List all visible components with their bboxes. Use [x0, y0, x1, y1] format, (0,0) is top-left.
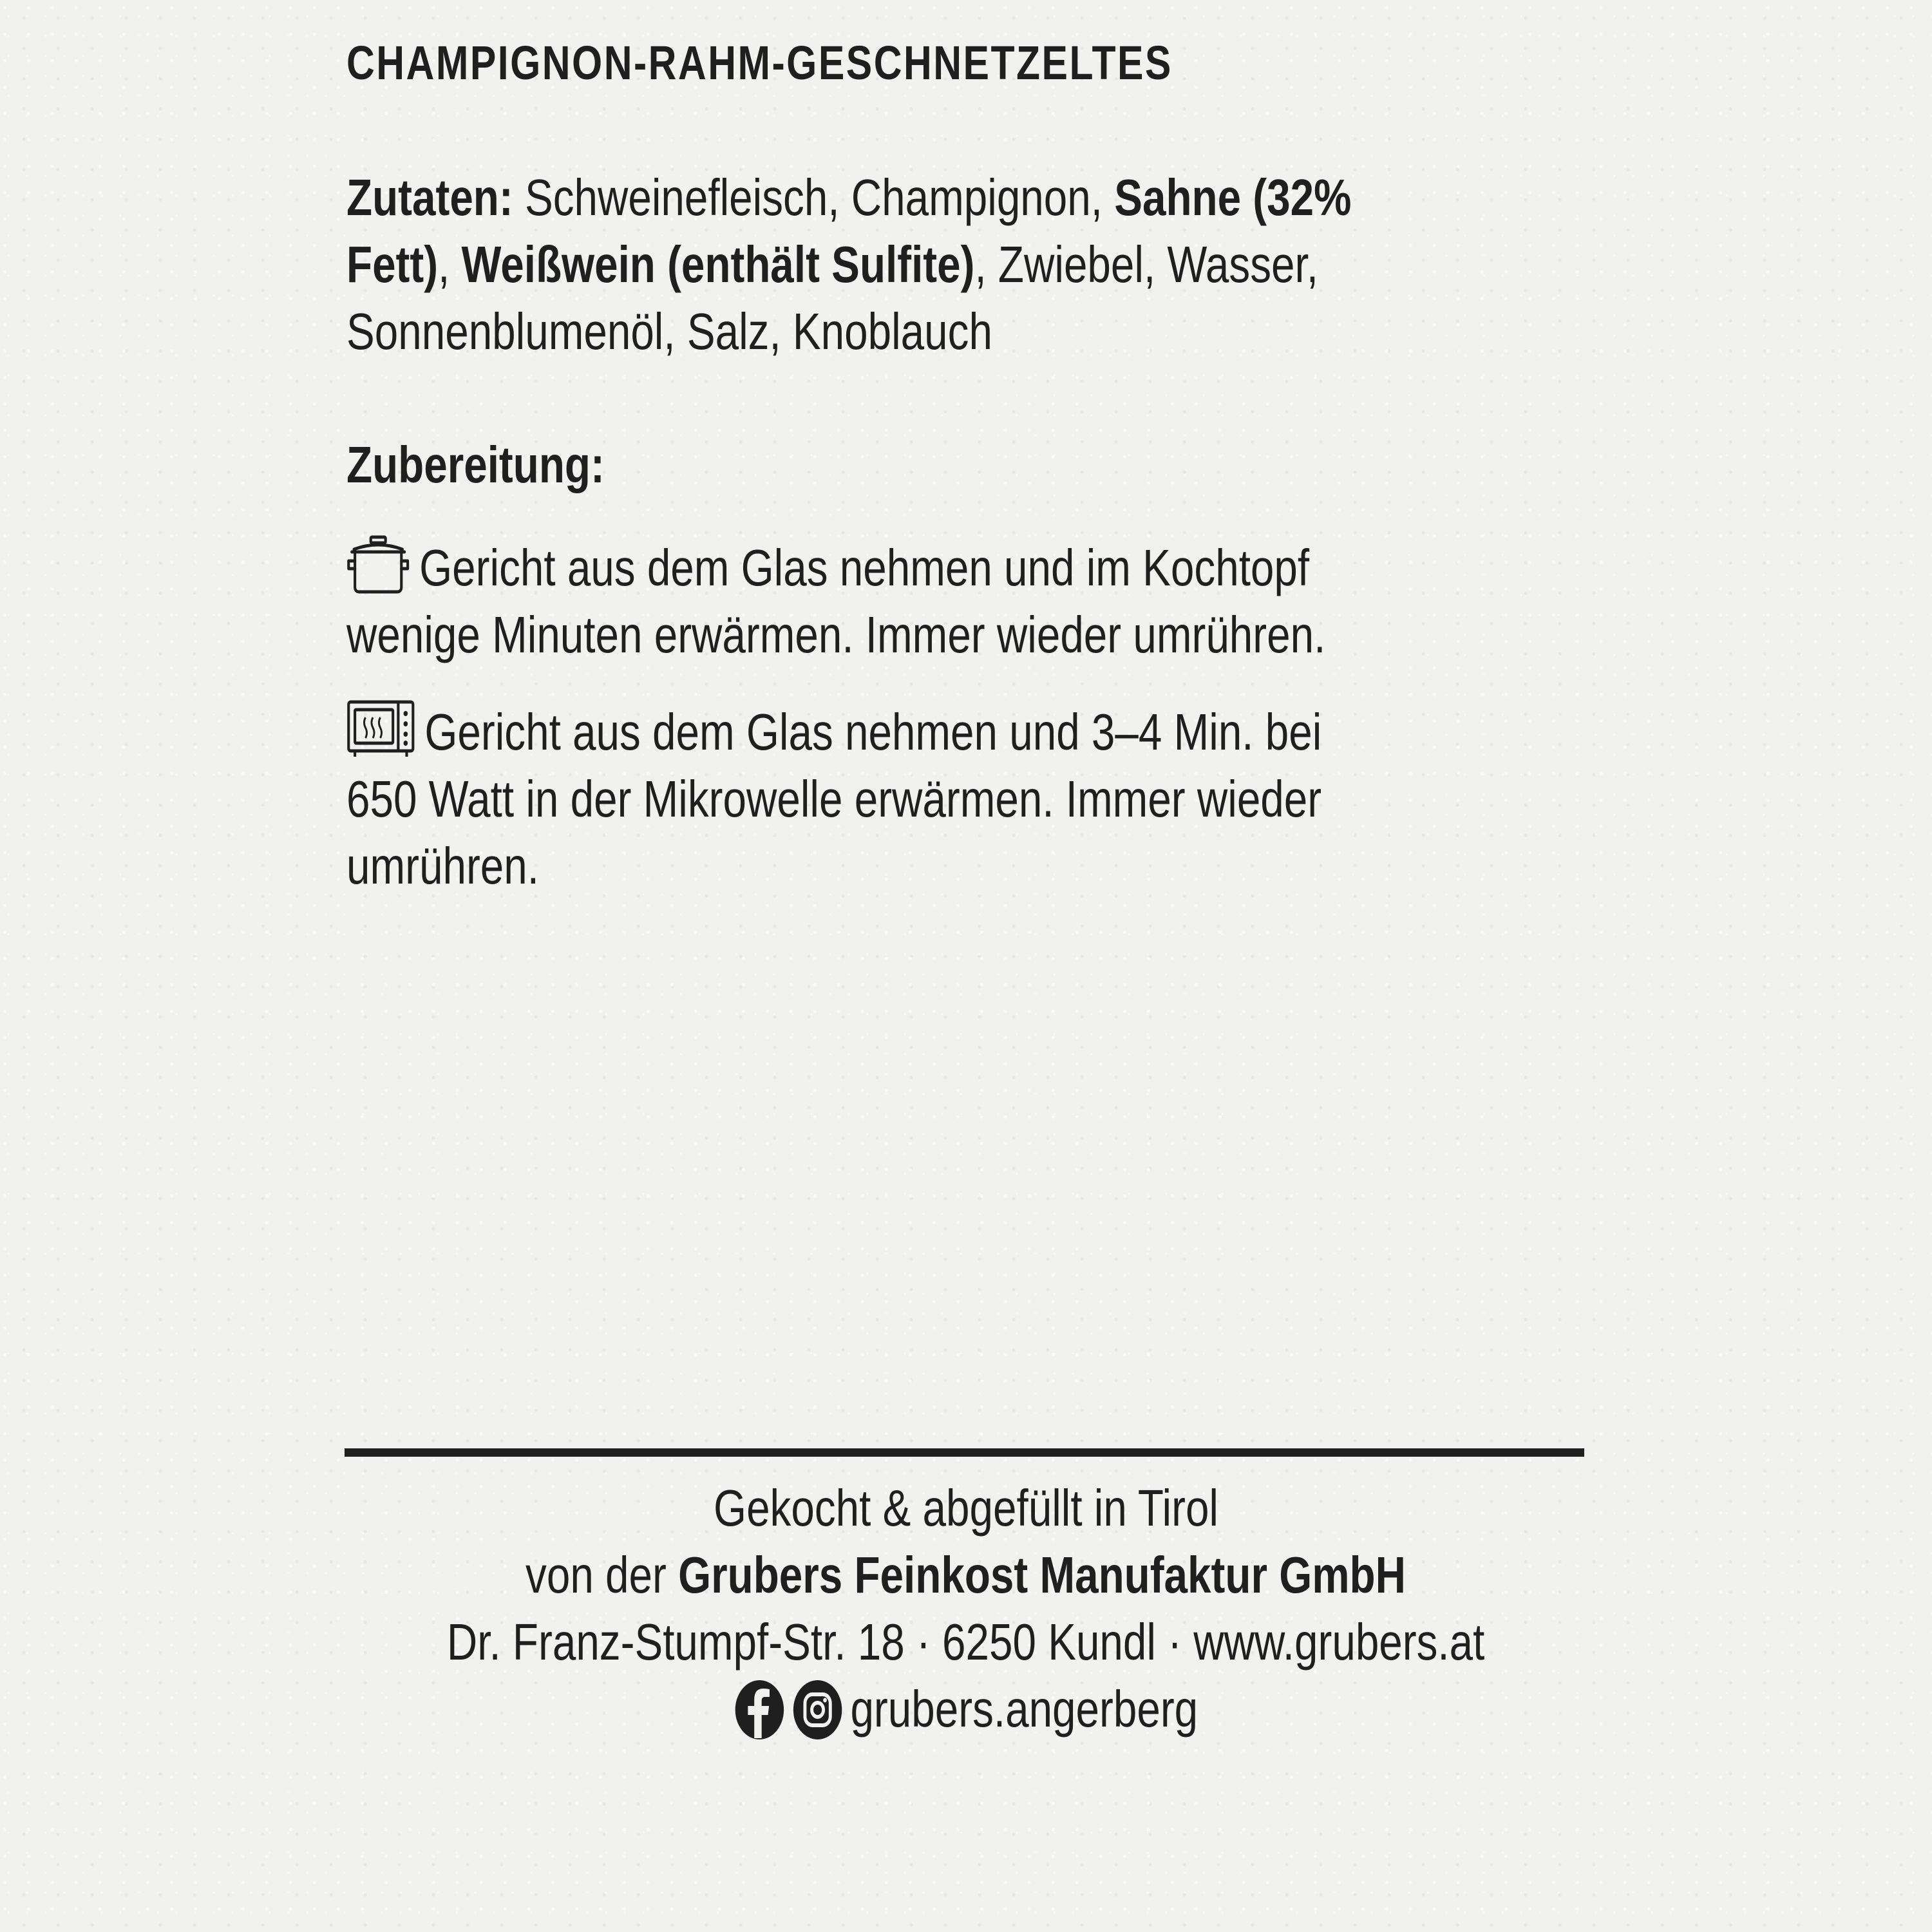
cooking-pot-icon [346, 535, 410, 611]
preparation-heading: Zubereitung: [346, 436, 605, 493]
ingredients-label: Zutaten: [346, 169, 513, 226]
product-title: CHAMPIGNON-RAHM-GESCHNETZELTES [346, 36, 1173, 90]
address[interactable]: Dr. Franz-Stumpf-Str. 18 · 6250 Kundl · www.grubers.at [447, 1613, 1485, 1671]
footer-divider [345, 1448, 1584, 1457]
preparation-step-microwave: Gericht aus dem Glas nehmen und 3–4 Min. bei 650 Watt in der Mikrowelle erwärmen. Immer wieder umrühren. [346, 699, 1536, 900]
preparation-step-pot: Gericht aus dem Glas nehmen und im Kochtopf wenige Minuten erwärmen. Immer wieder umrühren. [346, 535, 1540, 668]
ingredients-block: Zutaten: Schweinefleisch, Champignon, Sahne (32% Fett), Weißwein (enthält Sulfite), Zwiebel, Wasser, Sonnenblumenöl, Salz, Knoblauch [346, 169, 1352, 360]
producer-info: Gekocht & abgefüllt in Tirol von der Grubers Feinkost Manufaktur GmbH Dr. Franz-Stumpf-Str. 18 · 6250 Kundl · www.grubers.at grubers.angerberg [0, 1475, 1932, 1743]
company-name: Grubers Feinkost Manufaktur GmbH [678, 1546, 1406, 1604]
facebook-icon[interactable] [734, 1679, 785, 1757]
microwave-icon [346, 699, 415, 775]
social-handle[interactable]: grubers.angerberg [850, 1680, 1198, 1738]
instagram-icon[interactable] [792, 1679, 843, 1757]
